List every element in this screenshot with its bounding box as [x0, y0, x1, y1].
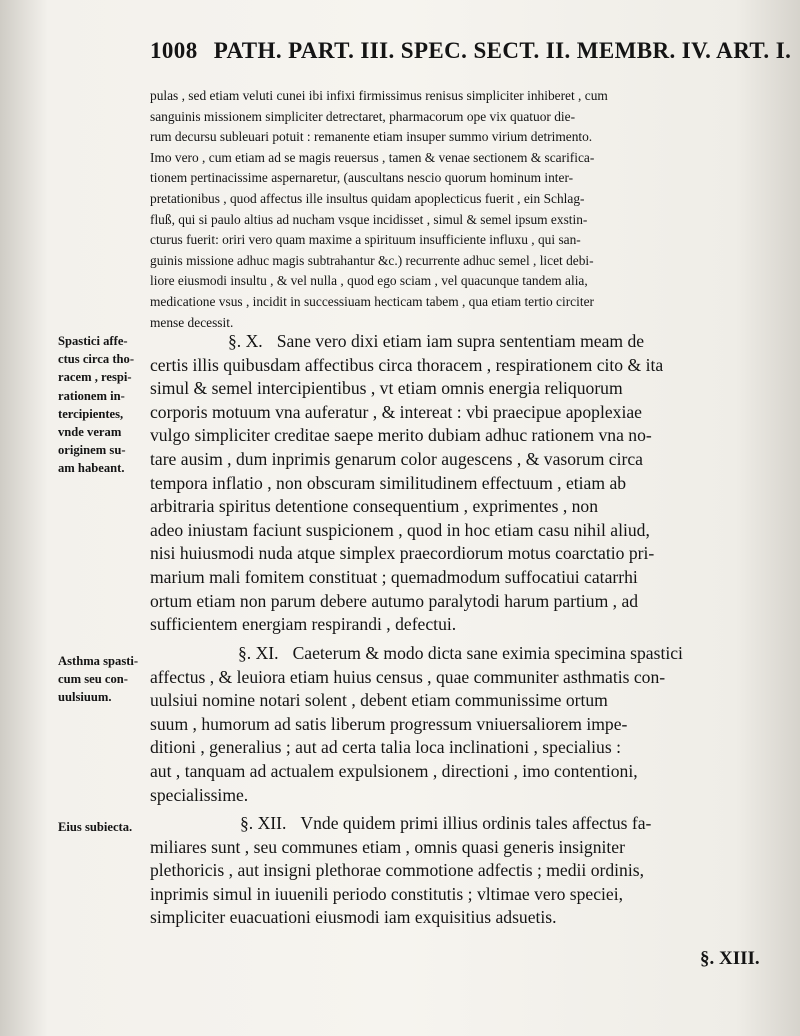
- text-line: plethoricis , aut insigni plethorae commotione adfectis ; medii ordinis,: [150, 860, 644, 881]
- text-line: affectus , & leuiora etiam huius census , quae communiter asthmatis con-: [150, 666, 666, 687]
- text-line: uulsiui nomine notari solent , debent etiam communissime ortum: [150, 690, 608, 711]
- text-line: pretationibus , quod affectus ille insultus quidam apoplecticus fuerit , ein Schlag-: [150, 190, 585, 206]
- margin-line: uulsiuum.: [58, 690, 112, 705]
- section-number: §. X.: [228, 331, 263, 351]
- running-header: [150, 38, 790, 64]
- text-line: marium mali fomitem constituat ; quemadmodum suffocatiui catarrhi: [150, 566, 638, 587]
- margin-line: ctus circa tho-: [58, 352, 135, 367]
- text-line: sanguinis missionem simpliciter detrectaret, pharmacorum ope vix quatuor die-: [150, 108, 576, 124]
- margin-line: rationem in-: [58, 388, 125, 403]
- text-line: §. XI. Caeterum & modo dicta sane eximia specimina spastici: [238, 643, 683, 663]
- margin-line: Eius subiecta.: [58, 820, 133, 834]
- text-line: tare ausim , dum inprimis genarum color augescens , & vasorum circa: [150, 448, 643, 469]
- text-line: specialissime.: [150, 784, 249, 805]
- text-line: medicatione vsus , incidit in successiuam hecticam tabem , qua etiam tertio circiter: [150, 293, 594, 309]
- catchword: §. XIII.: [700, 948, 760, 969]
- margin-line: Asthma spasti-: [58, 654, 139, 668]
- margin-line: tercipientes,: [58, 406, 124, 421]
- text-line: suum , humorum ad satis liberum progressum vniuersaliorem impe-: [150, 713, 628, 734]
- text-line: arbitraria spiritus detentione consequentium , exprimentes , non: [150, 496, 599, 517]
- text-line: cturus fuerit: oriri vero quam maxime a spirituum insufficiente influxu , qui san-: [150, 232, 581, 248]
- text-line: ortum etiam non parum debere autumo paralytodi harum partium , ad: [150, 590, 639, 611]
- text-line: corporis motuum vna auferatur , & intereat : vbi praecipue apoplexiae: [150, 401, 642, 422]
- text-line: tionem pertinacissime aspernaretur, (auscultans nescio quorum hominum inter-: [150, 170, 574, 186]
- top-paragraph: [150, 86, 770, 333]
- text-line: §. X. Sane vero dixi etiam iam supra sententiam meam de: [228, 331, 645, 351]
- margin-line: cum seu con-: [58, 672, 128, 687]
- text-line: ditioni , generalius ; aut ad certa talia loca inclinationi , specialius :: [150, 737, 621, 758]
- text-line: simpliciter euacuationi eiusmodi iam exquisitius adsuetis.: [150, 907, 557, 928]
- text-line: Imo vero , cum etiam ad se magis reuersus , tamen & venae sectionem & scarifica-: [150, 149, 595, 165]
- section-number: §. XII.: [240, 813, 287, 833]
- text-line: inprimis simul in iuuenili periodo constitutis ; vltimae vero speciei,: [150, 883, 624, 904]
- running-title: PATH. PART. III. SPEC. SECT. II. MEMBR. IV. ART. I.: [213, 38, 792, 63]
- text-line: liore eiusmodi insultu , & vel nulla , quod ego sciam , vel quacunque tandem alia,: [150, 273, 588, 289]
- margin-line: originem su-: [58, 443, 126, 458]
- section-x: [150, 330, 770, 637]
- text-line: simul & semel intercipientibus , vt etiam omnis energia reliquorum: [150, 378, 623, 399]
- section-number: §. XI.: [238, 643, 279, 663]
- text-line: adeo iniustam faciunt suspicionem , quod in hoc etiam casu nihil aliud,: [150, 519, 650, 540]
- text-line: mense decessit.: [150, 314, 234, 330]
- text-line: fluß, qui si paulo altius ad nucham vsque incidisset , simul & semel ipsum exstin-: [150, 211, 588, 227]
- margin-line: Spastici affe-: [58, 334, 128, 348]
- text-line: vulgo simpliciter creditae saepe merito dubiam adhuc rationem vna no-: [150, 425, 652, 446]
- text-line: guinis missione adhuc magis subtrahantur &c.) recurrente adhuc semel , licet debi-: [150, 252, 594, 268]
- text-line: aut , tanquam ad actualem expulsionem , directioni , imo contentioni,: [150, 760, 638, 781]
- text-line: miliares sunt , seu communes etiam , omnis quasi generis insigniter: [150, 836, 625, 857]
- margin-line: racem , respi-: [58, 370, 132, 385]
- text-line: sufficientem energiam respirandi , defectui.: [150, 614, 457, 635]
- text-line: rum decursu subleuari potuit : remanente etiam insuper summo virium detrimento.: [150, 129, 593, 145]
- section-xi: [150, 642, 770, 807]
- text-line: tempora inflatio , non obscuram similitudinem effectuum , etiam ab: [150, 472, 627, 493]
- text-line: nisi huiusmodi nuda atque simplex praecordiorum motus coarctatio pri-: [150, 543, 655, 564]
- margin-line: vnde veram: [58, 425, 122, 440]
- margin-note-section-xii: [58, 818, 158, 836]
- margin-note-section-x: [58, 332, 158, 478]
- text-line: §. XII. Vnde quidem primi illius ordinis tales affectus fa-: [240, 813, 652, 833]
- text-line: certis illis quibusdam affectibus circa thoracem , respirationem cito & ita: [150, 354, 664, 375]
- margin-line: am habeant.: [58, 461, 125, 476]
- section-xii: [150, 812, 770, 930]
- text-line: pulas , sed etiam veluti cunei ibi infixi firmissimus renisus simpliciter inhiberet , cum: [150, 88, 608, 103]
- page-number: 1008: [150, 38, 198, 63]
- margin-note-section-xi: [58, 652, 158, 707]
